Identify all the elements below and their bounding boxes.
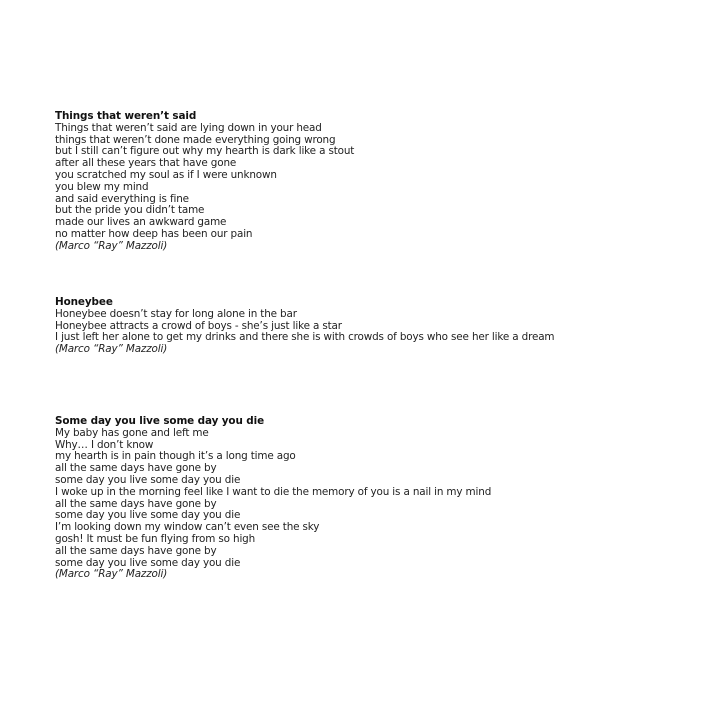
lyric-line: all the same days have gone by bbox=[55, 497, 217, 510]
lyric-line: I woke up in the morning feel like I want to die the memory of you is a nail in my mind bbox=[55, 485, 492, 498]
lyric-line: all the same days have gone by bbox=[55, 544, 217, 557]
song-block bbox=[55, 416, 695, 581]
lyric-line: made our lives an awkward game bbox=[55, 216, 227, 229]
song-title: Things that weren’t said bbox=[55, 110, 197, 122]
lyric-line: some day you live some day you die bbox=[55, 509, 241, 522]
song-title: Honeybee bbox=[55, 296, 113, 308]
lyric-line: some day you live some day you die bbox=[55, 556, 241, 569]
song-block bbox=[55, 297, 695, 356]
lyric-line: but the pride you didn’t tame bbox=[55, 204, 205, 217]
lyric-line: Why… I don’t know bbox=[55, 438, 154, 451]
lyric-line: I’m looking down my window can’t even see the sky bbox=[55, 521, 320, 534]
lyric-line: some day you live some day you die bbox=[55, 473, 241, 486]
lyric-line: you scratched my soul as if I were unknown bbox=[55, 168, 277, 181]
song-block bbox=[55, 111, 695, 253]
lyric-line: Honeybee attracts a crowd of boys - she’s just like a star bbox=[55, 319, 342, 332]
lyric-line: all the same days have gone by bbox=[55, 462, 217, 475]
song-title: Some day you live some day you die bbox=[55, 415, 265, 427]
lyric-line: I just left her alone to get my drinks and there she is with crowds of boys who see her like a dream bbox=[55, 331, 555, 344]
lyric-line: my hearth is in pain though it’s a long time ago bbox=[55, 450, 296, 463]
lyric-line: My baby has gone and left me bbox=[55, 426, 209, 439]
lyric-line: Honeybee doesn’t stay for long alone in the bar bbox=[55, 307, 297, 320]
lyric-line: but I still can’t figure out why my hearth is dark like a stout bbox=[55, 145, 355, 158]
lyric-line: no matter how deep has been our pain bbox=[55, 227, 253, 240]
lyric-line: Things that weren’t said are lying down in your head bbox=[55, 121, 322, 134]
lyric-line: and said everything is fine bbox=[55, 192, 189, 205]
song-author: (Marco “Ray” Mazzoli) bbox=[55, 568, 168, 581]
song-author: (Marco “Ray” Mazzoli) bbox=[55, 239, 168, 252]
song-author: (Marco “Ray” Mazzoli) bbox=[55, 343, 168, 356]
lyric-line: gosh! It must be fun flying from so high bbox=[55, 532, 256, 545]
lyric-line: after all these years that have gone bbox=[55, 157, 237, 170]
lyric-line: you blew my mind bbox=[55, 180, 149, 193]
lyric-line: things that weren’t done made everything going wrong bbox=[55, 133, 336, 146]
